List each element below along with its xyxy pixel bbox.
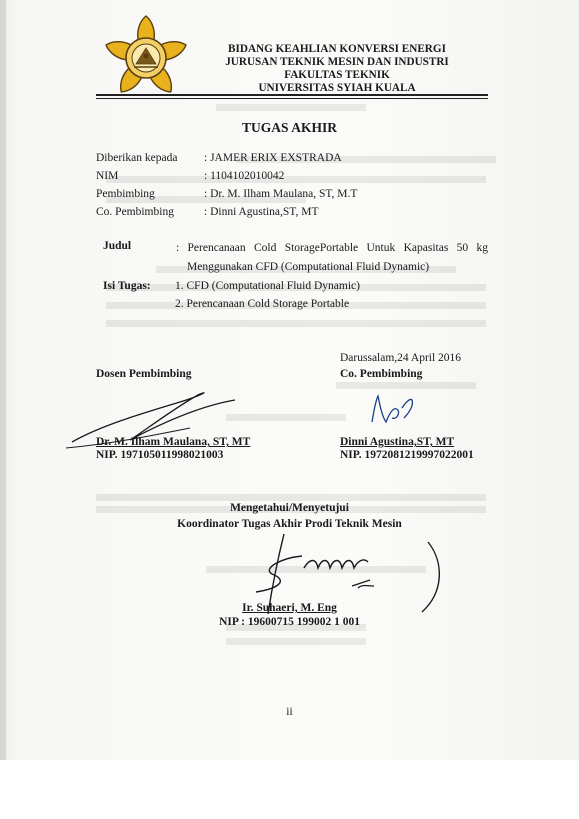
judul-label: Judul xyxy=(103,240,132,252)
left-signatory-name: Dr. M. Ilham Maulana, ST, MT xyxy=(96,436,251,448)
isi-tugas-item-1: 1. CFD (Computational Fluid Dynamic) xyxy=(175,280,360,292)
right-signature-heading: Co. Pembimbing xyxy=(340,368,423,380)
page-number: ii xyxy=(286,706,293,718)
right-signatory-name: Dinni Agustina,ST, MT xyxy=(340,436,455,448)
info-label-recipient: Diberikan kepada xyxy=(96,152,178,164)
info-value-supervisor: : Dr. M. Ilham Maulana, ST, M.T xyxy=(204,188,358,200)
header-rule-thin xyxy=(96,98,488,99)
left-signature-heading: Dosen Pembimbing xyxy=(96,368,192,380)
right-signatory-nip: NIP. 1972081219997022001 xyxy=(340,449,474,461)
judul-line-2: Menggunakan CFD (Computational Fluid Dynamic) xyxy=(187,261,430,273)
approval-signatory-name: Ir. Suhaeri, M. Eng xyxy=(242,602,337,614)
approval-role: Koordinator Tugas Akhir Prodi Teknik Mesin xyxy=(177,518,402,530)
header-line-faculty: FAKULTAS TEKNIK xyxy=(284,69,390,81)
info-label-co-supervisor: Co. Pembimbing xyxy=(96,206,174,218)
right-signature-scribble xyxy=(362,392,422,430)
info-value-co-supervisor: : Dinni Agustina,ST, MT xyxy=(204,206,319,218)
info-value-nim: : 1104102010042 xyxy=(204,170,285,182)
left-signatory-nip: NIP. 197105011998021003 xyxy=(96,449,224,461)
judul-line-1: : Perencanaan Cold StoragePortable Untuk Kapasitas 50 kg xyxy=(176,242,488,254)
place-date: Darussalam,24 April 2016 xyxy=(340,352,462,364)
scan-shadow-edge xyxy=(0,0,6,760)
isi-tugas-item-2: 2. Perencanaan Cold Storage Portable xyxy=(175,298,350,310)
info-value-recipient: : JAMER ERIX EXSTRADA xyxy=(204,152,342,164)
document-title: TUGAS AKHIR xyxy=(242,120,337,135)
info-label-nim: NIM xyxy=(96,170,119,182)
approval-signatory-nip: NIP : 19600715 199002 1 001 xyxy=(219,616,360,628)
judul-value xyxy=(176,239,488,277)
header-line-field: BIDANG KEAHLIAN KONVERSI ENERGI xyxy=(228,43,446,55)
approval-heading: Mengetahui/Menyetujui xyxy=(230,502,349,514)
header-rule-thick xyxy=(96,94,488,96)
university-seal-icon xyxy=(96,12,196,104)
isi-tugas-label: Isi Tugas: xyxy=(103,280,151,292)
header-line-department: JURUSAN TEKNIK MESIN DAN INDUSTRI xyxy=(225,56,449,68)
header-line-university: UNIVERSITAS SYIAH KUALA xyxy=(258,82,416,94)
info-label-supervisor: Pembimbing xyxy=(96,188,155,200)
